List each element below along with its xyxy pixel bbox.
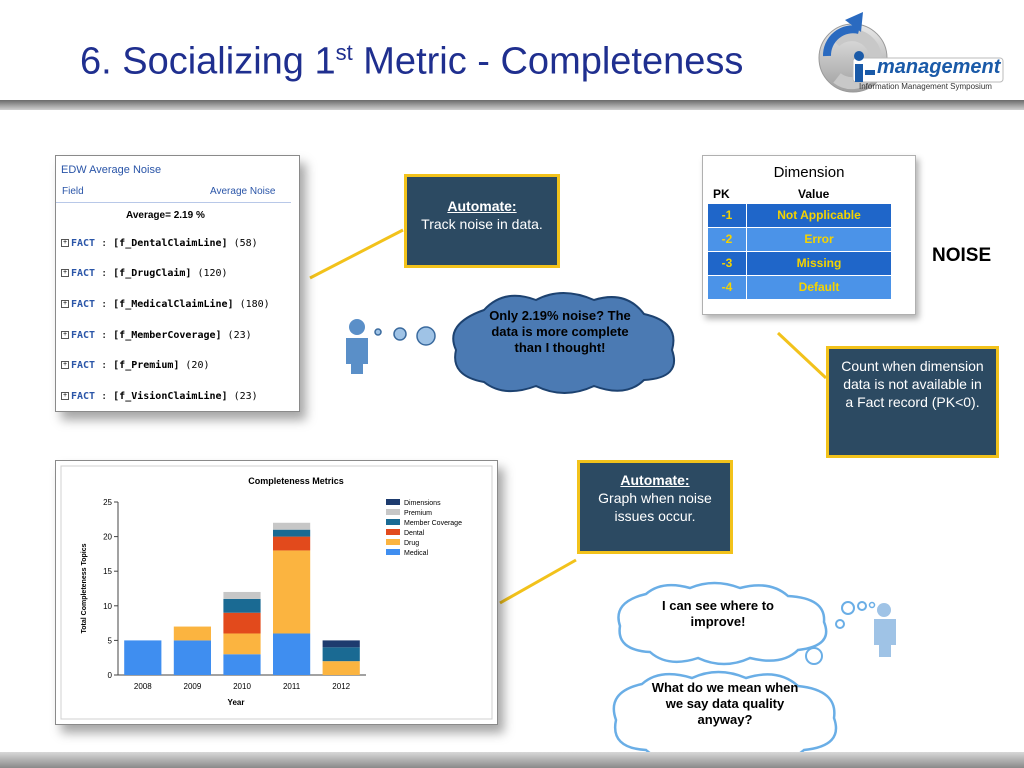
- expand-icon[interactable]: +: [62, 269, 68, 276]
- y-tick-label: 10: [103, 601, 112, 611]
- legend-swatch: [386, 529, 400, 535]
- fact-count: (23): [221, 330, 252, 341]
- bar-segment: [273, 530, 310, 537]
- callout-graph-head: Automate:: [620, 472, 690, 488]
- fact-count: (58): [227, 238, 258, 249]
- fact-keyword: FACT: [71, 360, 96, 371]
- fact-keyword: FACT: [71, 238, 96, 249]
- expand-icon[interactable]: +: [62, 331, 68, 338]
- expand-icon[interactable]: +: [62, 239, 68, 246]
- dimension-pk: -2: [708, 228, 746, 251]
- x-tick-label: 2010: [233, 682, 251, 691]
- legend-swatch: [386, 519, 400, 525]
- connector-noise-track: [310, 230, 403, 278]
- thought-noise-text: Only 2.19% noise? The data is more complete than I thought!: [489, 308, 631, 355]
- bottom-bar: [0, 752, 1024, 768]
- bar-segment: [323, 647, 360, 661]
- bar-segment: [174, 627, 211, 641]
- fact-row[interactable]: [61, 299, 270, 310]
- bar-segment: [323, 661, 360, 675]
- noise-panel-title: EDW Average Noise: [61, 164, 162, 176]
- person-body-icon: [874, 619, 896, 645]
- y-tick-label: 0: [107, 671, 112, 680]
- noise-label: NOISE: [932, 245, 992, 266]
- y-tick-label: 20: [103, 532, 112, 542]
- person-body-icon: [346, 338, 368, 364]
- fact-count: (120): [191, 268, 228, 279]
- fact-separator: :: [95, 268, 114, 279]
- y-tick-label: 5: [107, 636, 112, 646]
- thought-improve-text: I can see where to improve!: [662, 598, 774, 629]
- chart-title: Completeness Metrics: [248, 476, 344, 486]
- expand-icon[interactable]: +: [62, 361, 68, 368]
- dimension-row: [708, 276, 890, 299]
- dimension-pk-header: PK: [713, 187, 730, 201]
- fact-keyword: FACT: [71, 299, 96, 310]
- fact-row[interactable]: [61, 238, 258, 249]
- person-head-icon: [877, 603, 891, 617]
- fact-row[interactable]: [61, 330, 252, 341]
- bar-segment: [223, 592, 260, 599]
- legend-swatch: [386, 539, 400, 545]
- callout-track-head: Automate:: [447, 198, 517, 214]
- fact-separator: :: [95, 299, 114, 310]
- count-when-callout: [826, 346, 999, 458]
- dimension-value: Default: [747, 276, 891, 299]
- connector-dim-count: [778, 333, 826, 378]
- bar-segment: [273, 537, 310, 551]
- callout-count-body: Count when dimension data is not available in a Fact record (PK<0).: [841, 358, 984, 410]
- person-head-icon: [349, 319, 365, 335]
- legend-label: Member Coverage: [404, 520, 462, 527]
- fact-table-name: [f_MemberCoverage]: [113, 330, 222, 341]
- automate-track-callout: [404, 174, 560, 268]
- fact-separator: :: [95, 238, 114, 249]
- fact-count: (180): [233, 299, 270, 310]
- x-axis-label: Year: [227, 698, 245, 707]
- bar-segment: [223, 633, 260, 654]
- bar-segment: [124, 640, 161, 675]
- thought-quality-text: What do we mean when we say data quality anyway?: [651, 680, 799, 727]
- legend-swatch: [386, 499, 400, 505]
- legend-label: Dimensions: [404, 500, 441, 507]
- legend-swatch: [386, 509, 400, 515]
- title-main: 6. Socializing 1: [80, 40, 336, 83]
- col-average-noise-header: Average Noise: [210, 186, 276, 197]
- dimension-row: [708, 252, 890, 275]
- bar-segment: [273, 550, 310, 633]
- person-thinking-right: [800, 598, 900, 668]
- bar-segment: [323, 640, 360, 647]
- dimension-title: Dimension: [773, 164, 845, 181]
- fact-separator: :: [95, 391, 114, 402]
- person-thinking-left: [340, 318, 450, 378]
- legend-label: Medical: [404, 550, 429, 557]
- fact-separator: :: [95, 330, 114, 341]
- legend-label: Dental: [404, 530, 425, 537]
- legend-swatch: [386, 549, 400, 555]
- dimension-pk: -1: [708, 204, 746, 227]
- dimension-pk: -4: [708, 276, 746, 299]
- dimension-row: [708, 204, 890, 227]
- fact-separator: :: [95, 360, 114, 371]
- edw-average-noise-panel: [55, 155, 300, 412]
- title-superscript: st: [335, 40, 353, 65]
- dimension-value-header: Value: [798, 187, 830, 201]
- fact-table-name: [f_Premium]: [113, 360, 180, 371]
- noise-panel-header: [56, 182, 291, 203]
- dimension-row: [708, 228, 890, 251]
- bar-segment: [223, 654, 260, 675]
- connector-chart-graph: [500, 560, 576, 603]
- completeness-chart-panel: [55, 460, 498, 725]
- bar-segment: [273, 523, 310, 530]
- x-tick-label: 2008: [133, 682, 152, 691]
- dimension-pk: -3: [708, 252, 746, 275]
- x-tick-label: 2011: [282, 682, 301, 691]
- fact-row[interactable]: [61, 360, 210, 371]
- logo-tagline: Information Management Symposium: [859, 82, 992, 91]
- bar-segment: [223, 613, 260, 634]
- fact-keyword: FACT: [71, 268, 96, 279]
- callout-track-body: Track noise in data.: [421, 216, 543, 232]
- bar-segment: [273, 633, 310, 675]
- fact-table-name: [f_MedicalClaimLine]: [113, 299, 234, 310]
- title-rest: Metric - Completeness: [352, 40, 744, 83]
- fact-keyword: FACT: [71, 391, 96, 402]
- fact-count: (23): [227, 391, 258, 402]
- bar-segment: [223, 599, 260, 613]
- fact-row[interactable]: [61, 268, 228, 279]
- average-noise-value: Average= 2.19 %: [126, 210, 205, 221]
- fact-count: (20): [179, 360, 210, 371]
- legend-label: Premium: [404, 510, 433, 517]
- y-axis-label: Total Completeness Topics: [81, 543, 88, 634]
- y-tick-label: 25: [103, 498, 112, 507]
- col-field-header: Field: [62, 186, 84, 197]
- dimension-value: Not Applicable: [747, 204, 891, 227]
- x-tick-label: 2012: [332, 682, 351, 691]
- fact-keyword: FACT: [71, 330, 96, 341]
- dimension-value: Missing: [747, 252, 891, 275]
- completeness-chart: [56, 461, 497, 724]
- legend-label: Drug: [404, 540, 420, 547]
- x-tick-label: 2009: [183, 682, 202, 691]
- bar-segment: [174, 640, 211, 675]
- automate-graph-callout: [577, 460, 733, 554]
- dimension-table: [702, 155, 916, 315]
- logo-brand: management: [877, 56, 1001, 78]
- dimension-value: Error: [747, 228, 891, 251]
- y-tick-label: 15: [103, 567, 112, 577]
- fact-table-name: [f_DentalClaimLine]: [113, 238, 228, 249]
- expand-icon[interactable]: +: [62, 300, 68, 307]
- callout-graph-body: Graph when noise issues occur.: [598, 490, 712, 524]
- fact-row[interactable]: [61, 391, 258, 402]
- expand-icon[interactable]: +: [62, 392, 68, 399]
- fact-table-name: [f_DrugClaim]: [113, 268, 192, 279]
- fact-table-name: [f_VisionClaimLine]: [113, 391, 228, 402]
